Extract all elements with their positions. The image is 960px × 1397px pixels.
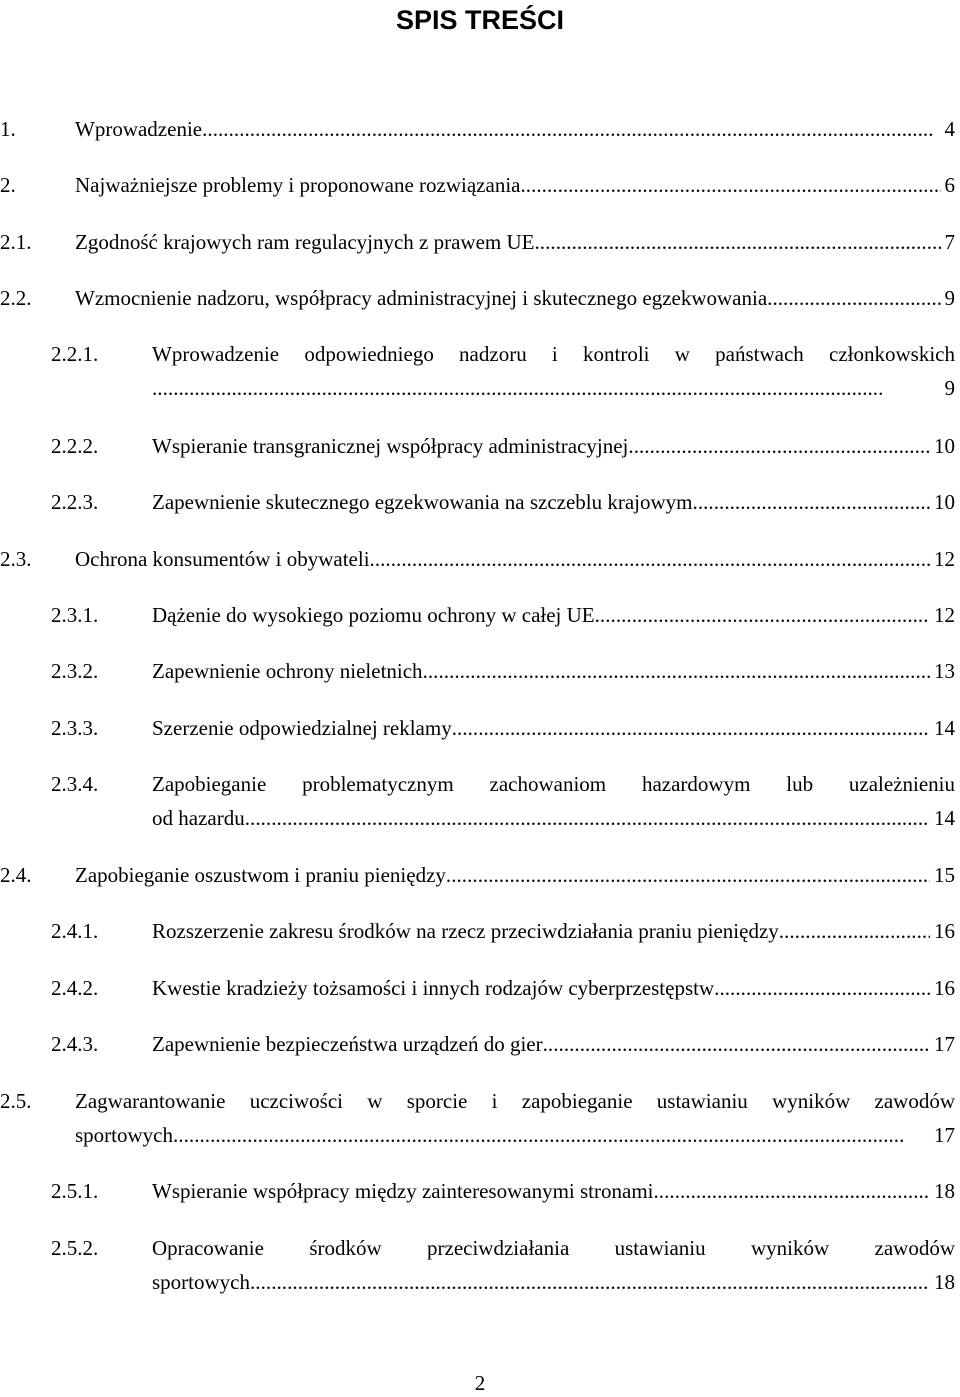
toc-leader-dots [693,485,930,519]
toc-entry-page: 12 [934,547,955,571]
toc-entry-number: 2.4. [0,863,32,887]
toc-entry[interactable] [0,485,960,519]
toc-entry-label: Kwestie kradzieży tożsamości i innych rodzajów cyberprzestępstw [152,976,715,1000]
toc-entry[interactable] [0,1027,960,1061]
toc-entry-page: 17 [934,1123,955,1147]
toc-entry[interactable] [0,971,960,1005]
toc-entry-number: 2.3.3. [51,716,99,740]
toc-leader-dots [595,598,930,632]
toc-entry-number: 2.2.2. [51,434,99,458]
toc-entry-continuation[interactable] [0,801,960,835]
toc-entry[interactable] [0,337,960,371]
toc-entry-page: 6 [944,173,955,197]
toc-leader-dots [250,1265,930,1299]
toc-entry[interactable] [0,542,960,576]
toc-leader-dots [543,1027,930,1061]
toc-entry-label: Ochrona konsumentów i obywateli [75,547,370,571]
toc-entry[interactable] [0,429,960,463]
toc-entry-page: 4 [944,117,955,141]
toc-entry-page: 16 [934,919,955,943]
toc-entry-page: 15 [934,863,955,887]
toc-entry-number: 2.3.4. [51,772,99,796]
toc-entry[interactable] [0,281,960,315]
toc-entry-label: sportowych [75,1123,173,1147]
footer-page-number: 2 [474,1371,486,1395]
toc-entry-number: 2.4.2. [51,976,99,1000]
toc-leader-dots [446,858,930,892]
toc-leader-dots [423,654,930,688]
toc-entry-number: 2.4.1. [51,919,99,943]
toc-entry[interactable] [0,654,960,688]
toc-entry-page: 18 [934,1270,955,1294]
toc-entry-number: 2.3. [0,547,32,571]
toc-entry-page: 16 [934,976,955,1000]
toc-entry-label: sportowych [152,1270,250,1294]
toc-entry-continuation[interactable] [0,371,960,405]
toc-entry-page: 13 [934,659,955,683]
toc-leader-dots [370,542,930,576]
toc-leader-dots [452,711,930,745]
toc-entry-label: Zgodność krajowych ram regulacyjnych z prawem UE [75,230,535,254]
toc-entry-number: 2. [0,173,16,197]
toc-entry-label: Opracowanie środków przeciwdziałania ustawianiu wyników zawodów [152,1236,955,1260]
toc-entry-label: Rozszerzenie zakresu środków na rzecz przeciwdziałania praniu pieniędzy [152,919,779,943]
toc-leader-dots [535,225,941,259]
toc-entry-label: Wprowadzenie [75,117,203,141]
toc-entry-label: Zapobieganie oszustwom i praniu pieniędzy [75,863,446,887]
toc-leader-dots [202,112,940,146]
toc-entry-number: 2.2. [0,286,32,310]
toc-leader-dots [152,371,941,405]
toc-leader-dots [173,1118,930,1152]
toc-entry[interactable] [0,112,960,146]
toc-leader-dots [767,281,940,315]
toc-entry-page: 14 [934,806,955,830]
toc-entry-number: 2.5.2. [51,1236,99,1260]
toc-entry-page: 12 [934,603,955,627]
toc-entry-page: 9 [944,286,955,310]
toc-entry-page: 9 [944,376,955,400]
toc-entry-page: 10 [934,434,955,458]
toc-entry-number: 1. [0,117,16,141]
toc-entry-page: 7 [944,230,955,254]
toc-entry-page: 14 [934,716,955,740]
toc-leader-dots [245,801,930,835]
toc-entry-continuation[interactable] [0,1265,960,1299]
toc-entry-number: 2.1. [0,230,32,254]
toc-entry-page: 18 [934,1179,955,1203]
toc-entry-label: Szerzenie odpowiedzialnej reklamy [152,716,452,740]
toc-entry[interactable] [0,914,960,948]
toc-entry-label: Zapewnienie bezpieczeństwa urządzeń do gier [152,1032,543,1056]
toc-entry[interactable] [0,1231,960,1265]
toc-entry-number: 2.3.1. [51,603,99,627]
toc-leader-dots [654,1174,931,1208]
toc-entry[interactable] [0,1174,960,1208]
toc-leader-dots [628,429,930,463]
toc-leader-dots [714,971,930,1005]
toc-entry-label: Najważniejsze problemy i proponowane rozwiązania [75,173,521,197]
toc-entry-label: Wprowadzenie odpowiedniego nadzoru i kontroli w państwach członkowskich [152,342,955,366]
toc-entry-label: Zapewnienie skutecznego egzekwowania na szczeblu krajowym [152,490,693,514]
toc-entry-number: 2.2.1. [51,342,99,366]
toc-entry-number: 2.5.1. [51,1179,99,1203]
toc-entry[interactable] [0,858,960,892]
toc-entry[interactable] [0,1084,960,1118]
toc-entry[interactable] [0,767,960,801]
toc-entry-label: Wspieranie transgranicznej współpracy administracyjnej [152,434,629,458]
toc-entry-label: Zapewnienie ochrony nieletnich [152,659,423,683]
toc-entry-page: 17 [934,1032,955,1056]
toc-leader-dots [520,168,940,202]
toc-entry-label: Wspieranie współpracy między zainteresowanymi stronami [152,1179,654,1203]
toc-entry-page: 10 [934,490,955,514]
toc-entry[interactable] [0,168,960,202]
toc-entry-label: od hazardu [152,806,245,830]
toc-entry[interactable] [0,598,960,632]
toc-entry-number: 2.2.3. [51,490,99,514]
toc-entry[interactable] [0,225,960,259]
toc-entry-continuation[interactable] [0,1118,960,1152]
toc-entry[interactable] [0,711,960,745]
toc-entry-label: Dążenie do wysokiego poziomu ochrony w całej UE [152,603,595,627]
toc-entry-number: 2.4.3. [51,1032,99,1056]
toc-title: SPIS TREŚCI [395,5,565,35]
toc-entry-label: Zapobieganie problematycznym zachowaniom hazardowym lub uzależnieniu [152,772,955,796]
toc-entry-number: 2.5. [0,1089,32,1113]
toc-leader-dots [779,914,930,948]
toc-entry-number: 2.3.2. [51,659,99,683]
toc-entry-label: Zagwarantowanie uczciwości w sporcie i zapobieganie ustawianiu wyników zawodów [75,1089,955,1113]
toc-entry-label: Wzmocnienie nadzoru, współpracy administracyjnej i skutecznego egzekwowania [75,286,768,310]
